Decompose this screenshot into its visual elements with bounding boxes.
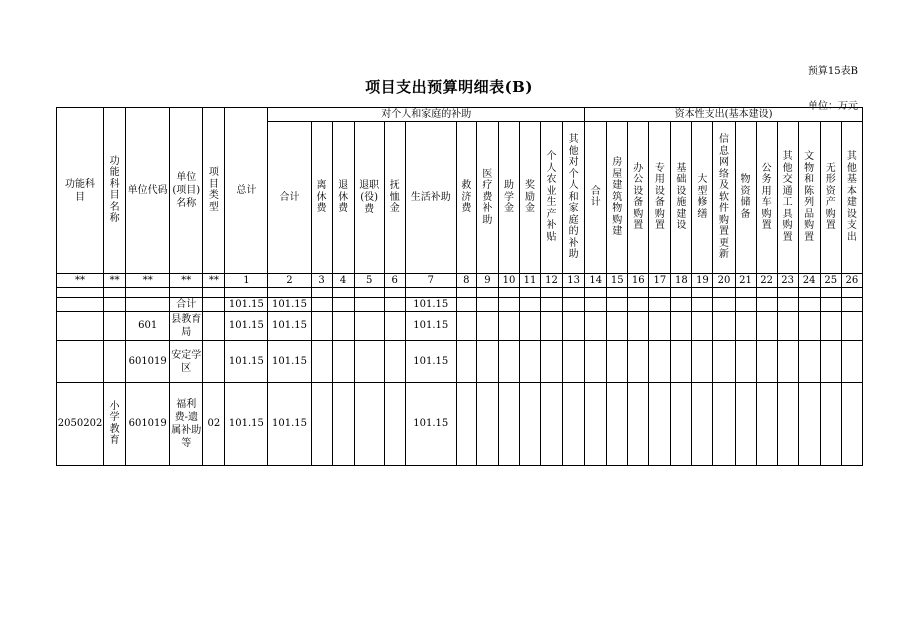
col-p-sum: 合计: [268, 122, 311, 274]
index-cell: 2: [268, 274, 311, 288]
index-cell: 9: [476, 274, 498, 288]
cell-p-sum: 101.15: [268, 298, 311, 312]
cell-unit-code: [126, 298, 170, 312]
cell-p-sum: 101.15: [268, 383, 311, 466]
cell-proj-type: [203, 341, 225, 383]
index-cell: 18: [671, 274, 692, 288]
cell-p-sum: 101.15: [268, 341, 311, 383]
table-row: [57, 298, 863, 312]
cell-unit-name: 县教育局: [170, 312, 203, 341]
cell-p-sum: 101.15: [268, 312, 311, 341]
form-code: 预算15表B: [807, 66, 858, 77]
index-cell: 12: [541, 274, 563, 288]
cell-total: 101.15: [225, 341, 268, 383]
table-row: [57, 341, 863, 383]
index-cell: 14: [585, 274, 607, 288]
cell-proj-type: [203, 312, 225, 341]
col-p-jiuji: 救济费: [456, 122, 476, 274]
index-cell: **: [57, 274, 104, 288]
col-func-code: 功能科目: [57, 108, 104, 274]
col-proj-type: 项目类型: [203, 108, 225, 274]
page-title: 项目支出预算明细表(B): [365, 78, 533, 96]
cell-proj-type: [203, 298, 225, 312]
col-p-other: 其他对个人和家庭的补助: [563, 122, 585, 274]
index-cell: 21: [735, 274, 756, 288]
cell-p-shenghuo: 101.15: [405, 383, 456, 466]
unit-label: 单位：万元: [808, 101, 858, 112]
col-c-jiaotong: 其他交通工具购置: [777, 122, 798, 274]
col-p-shenghuo: 生活补助: [405, 122, 456, 274]
col-p-yiliao: 医疗费补助: [476, 122, 498, 274]
cell-total: 101.15: [225, 312, 268, 341]
index-cell: 17: [649, 274, 671, 288]
col-func-name: 功能科目名称: [104, 108, 126, 274]
col-p-lixiu: 离休费: [311, 122, 332, 274]
cell-unit-code: 601019: [126, 383, 170, 466]
col-p-tuixiu: 退休费: [332, 122, 354, 274]
col-c-wuxing: 无形资产购置: [820, 122, 841, 274]
col-c-daxing: 大型修缮: [692, 122, 713, 274]
col-c-wuzi: 物资储备: [735, 122, 756, 274]
col-c-bangong: 办公设备购置: [628, 122, 649, 274]
index-cell: 25: [820, 274, 841, 288]
cell-func-name: [104, 341, 126, 383]
cell-func-code: [57, 298, 104, 312]
col-c-fangwu: 房屋建筑物购建: [607, 122, 628, 274]
cell-func-name: 小学教育: [104, 383, 126, 466]
table-row: [57, 383, 863, 466]
index-cell: 15: [607, 274, 628, 288]
index-cell: 19: [692, 274, 713, 288]
cell-total: 101.15: [225, 298, 268, 312]
index-row: [57, 274, 863, 288]
index-cell: 10: [498, 274, 519, 288]
cell-unit-name: 安定学区: [170, 341, 203, 383]
col-p-zhuxue: 助学金: [498, 122, 519, 274]
index-cell: **: [104, 274, 126, 288]
col-c-qita: 其他基本建设支出: [841, 122, 862, 274]
cell-func-code: [57, 341, 104, 383]
index-cell: 16: [628, 274, 649, 288]
index-cell: 24: [798, 274, 820, 288]
cell-proj-type: 02: [203, 383, 225, 466]
col-unit-code: 单位代码: [126, 108, 170, 274]
col-c-jichu: 基础设施建设: [671, 122, 692, 274]
cell-unit-name: 福利费-遗属补助等: [170, 383, 203, 466]
cell-unit-code: 601: [126, 312, 170, 341]
index-cell: **: [203, 274, 225, 288]
col-p-nongye: 个人农业生产补贴: [541, 122, 563, 274]
index-cell: 22: [756, 274, 777, 288]
index-cell: 13: [563, 274, 585, 288]
index-cell: 20: [713, 274, 735, 288]
index-cell: 6: [384, 274, 405, 288]
cell-func-code: [57, 312, 104, 341]
group-personal: 对个人和家庭的补助: [268, 108, 585, 122]
index-cell: 4: [332, 274, 354, 288]
cell-p-shenghuo: 101.15: [405, 298, 456, 312]
index-cell: 5: [354, 274, 384, 288]
col-c-gongwu: 公务用车购置: [756, 122, 777, 274]
group-capital: 资本性支出(基本建设): [585, 108, 863, 122]
col-unit-name: 单位(项目)名称: [170, 108, 203, 274]
cell-func-name: [104, 298, 126, 312]
cell-func-name: [104, 312, 126, 341]
cell-func-code: 2050202: [57, 383, 104, 466]
col-c-xinxi: 信息网络及软件购置更新: [713, 122, 735, 274]
cell-p-shenghuo: 101.15: [405, 341, 456, 383]
index-cell: **: [170, 274, 203, 288]
col-c-zhuanyong: 专用设备购置: [649, 122, 671, 274]
cell-unit-name: 合计: [170, 298, 203, 312]
index-cell: 11: [519, 274, 540, 288]
spacer-row: [57, 288, 863, 298]
col-c-sum: 合计: [585, 122, 607, 274]
cell-total: 101.15: [225, 383, 268, 466]
cell-p-shenghuo: 101.15: [405, 312, 456, 341]
table-row: [57, 312, 863, 341]
col-p-jiangli: 奖励金: [519, 122, 540, 274]
col-p-tuizhi: 退职(役)费: [354, 122, 384, 274]
col-total: 总计: [225, 108, 268, 274]
cell-unit-code: 601019: [126, 341, 170, 383]
index-cell: 26: [841, 274, 862, 288]
index-cell: 23: [777, 274, 798, 288]
index-cell: 8: [456, 274, 476, 288]
index-cell: **: [126, 274, 170, 288]
index-cell: 1: [225, 274, 268, 288]
index-cell: 3: [311, 274, 332, 288]
col-p-fuxu: 抚恤金: [384, 122, 405, 274]
budget-table: [56, 107, 863, 466]
col-c-wenwu: 文物和陈列品购置: [798, 122, 820, 274]
index-cell: 7: [405, 274, 456, 288]
